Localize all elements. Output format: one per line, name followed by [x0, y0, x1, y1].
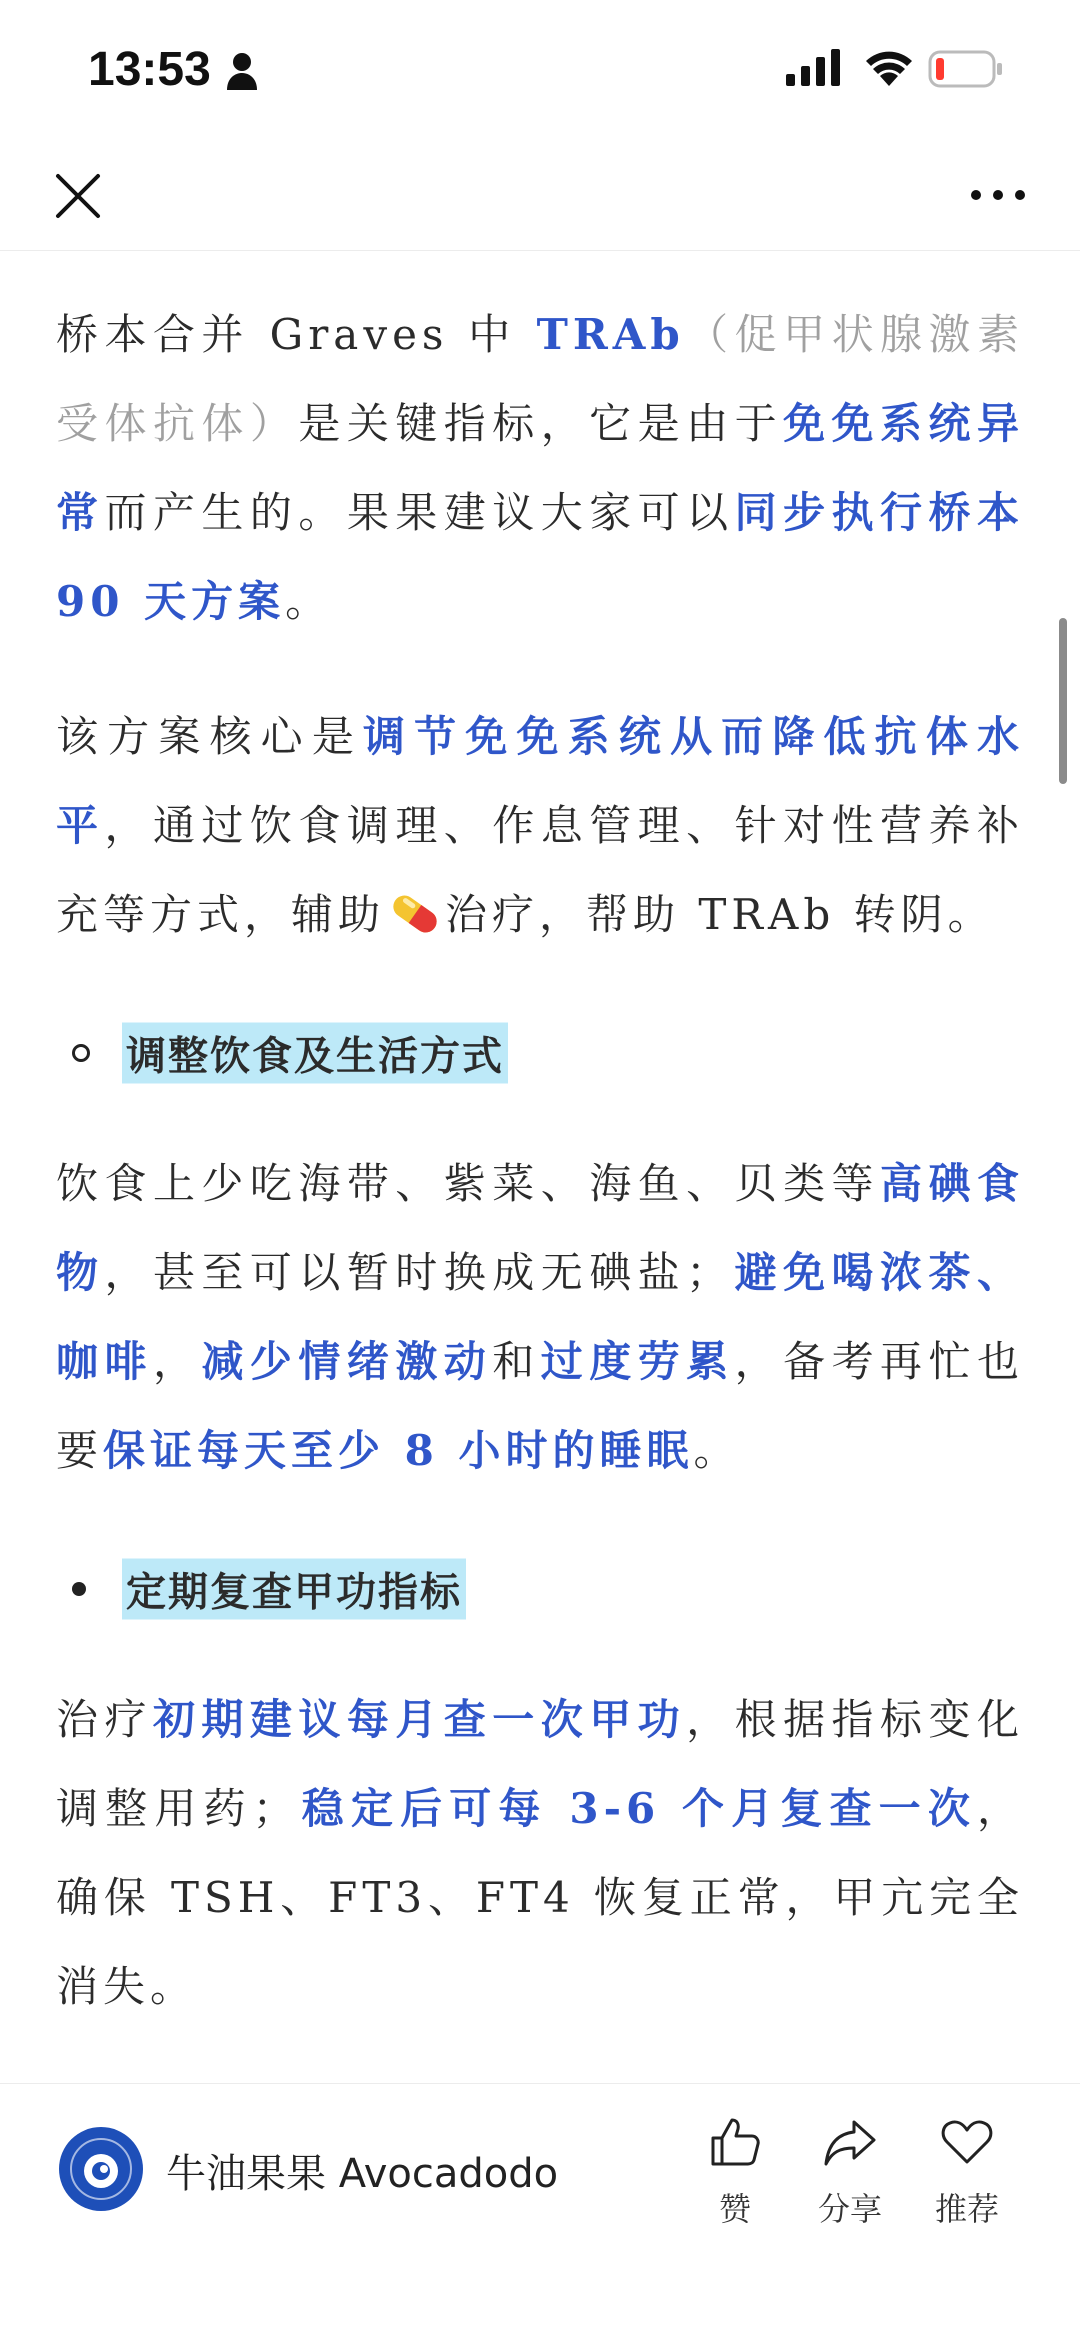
close-icon[interactable]	[48, 166, 108, 226]
article-body	[56, 290, 1024, 2031]
highlight-regulate-immune: 调节免免系统从而降低抗体水平	[56, 712, 1024, 850]
highlight-trab: TRAb	[536, 310, 685, 359]
avocadodo-logo-icon[interactable]	[58, 2126, 144, 2212]
text: 而产生的。果果建议大家可以	[104, 488, 735, 537]
paragraph-trab-intro	[56, 290, 1024, 646]
heart-icon	[939, 2114, 995, 2170]
recommend-button[interactable]	[922, 2114, 1012, 2230]
text: 该方案核心是	[56, 712, 363, 761]
bottom-action-bar	[0, 2083, 1080, 2338]
like-label: 赞	[718, 2190, 751, 2228]
share-label: 分享	[817, 2190, 882, 2228]
text: 。	[285, 577, 333, 626]
highlight-90-day-plan: 同步执行桥本 90 天方案	[56, 488, 1024, 626]
trab-explanation: （促甲状腺激素受体抗体）	[56, 310, 1024, 448]
text: ，确保 TSH、FT3、FT4 恢复正常，甲亢完全消失。	[56, 1784, 1024, 2011]
text: 是关键指标，它是由于	[298, 399, 784, 448]
highlight-avoid-tea-coffee: 避免喝浓茶、咖啡	[56, 1248, 1024, 1386]
more-options-icon[interactable]	[966, 170, 1030, 220]
top-navigation-bar	[0, 140, 1080, 251]
paragraph-diet	[56, 1139, 1024, 1495]
text: 治疗，帮助 TRAb 转阴。	[445, 890, 995, 939]
highlight-overwork: 过度劳累	[540, 1337, 735, 1386]
text: ，通过饮食调理、作息管理、针对性营养补充等方式，辅助	[56, 801, 1024, 939]
text: 桥本合并 Graves 中	[56, 310, 537, 359]
recommend-label: 推荐	[934, 2190, 999, 2228]
highlight-3-6-months: 稳定后可每 3-6 个月复查一次	[299, 1784, 977, 1833]
share-button[interactable]	[805, 2114, 895, 2230]
bullet-label: 调整饮食及生活方式	[122, 1023, 508, 1084]
text: 和	[492, 1337, 541, 1386]
highlight-immune: 免免系统异常	[56, 399, 1024, 537]
hollow-bullet-icon	[72, 1044, 90, 1062]
text: ，根据指标变化调整用药；	[56, 1695, 1024, 1833]
pill-emoji-icon	[387, 891, 443, 937]
highlight-high-iodine: 高碘食物	[56, 1159, 1024, 1297]
battery-low-icon	[928, 48, 1004, 90]
cellular-signal-icon	[786, 48, 844, 88]
text: 。	[693, 1426, 741, 1475]
bullet-diet-lifestyle	[56, 983, 1024, 1123]
text: ，	[152, 1337, 202, 1386]
like-button[interactable]	[690, 2114, 780, 2230]
solid-bullet-icon	[72, 1582, 86, 1596]
bullet-thyroid-check	[56, 1519, 1024, 1659]
paragraph-recheck	[56, 1675, 1024, 2031]
paragraph-plan-core	[56, 692, 1024, 959]
status-time: 13:53	[88, 43, 211, 96]
person-icon	[225, 52, 259, 90]
bullet-label: 定期复查甲功指标	[122, 1559, 466, 1620]
text: ，甚至可以暂时换成无碘盐；	[104, 1248, 734, 1297]
text: 治疗	[56, 1695, 153, 1744]
share-arrow-icon	[822, 2114, 878, 2170]
text: ，备考再忙也要	[56, 1337, 1024, 1475]
text: 饮食上少吃海带、紫菜、海鱼、贝类等	[56, 1159, 881, 1208]
highlight-reduce-emotion: 减少情绪激动	[201, 1337, 493, 1386]
thumbs-up-icon	[707, 2114, 763, 2170]
highlight-monthly-check: 初期建议每月查一次甲功	[152, 1695, 687, 1744]
scrollbar[interactable]	[1059, 618, 1067, 784]
status-bar	[0, 0, 1080, 140]
author-name[interactable]: 牛油果果 Avocadodo	[166, 2151, 559, 2197]
highlight-sleep: 保证每天至少 8 小时的睡眠	[103, 1426, 694, 1475]
wifi-icon	[864, 46, 914, 88]
